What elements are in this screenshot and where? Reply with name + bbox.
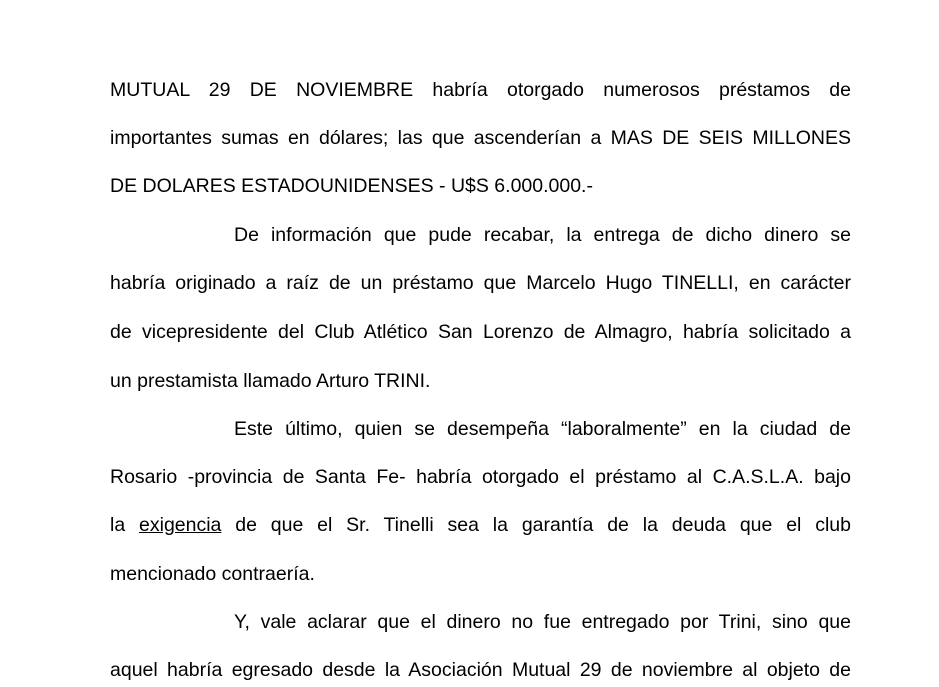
paragraph-4-line-2: aquel habría egresado desde la Asociación Mutual 29 de noviembre al objeto de xyxy=(110,659,851,681)
paragraph-1-line-1: MUTUAL 29 DE NOVIEMBRE habría otorgado numerosos préstamos de xyxy=(110,79,851,101)
paragraph-3-line-3-after: de que el Sr. Tinelli sea la garantía de la deuda que el club xyxy=(221,514,851,536)
paragraph-4-line-1: Y, vale aclarar que el dinero no fue entregado por Trini, sino que xyxy=(234,611,851,633)
underlined-word-exigencia: exigencia xyxy=(139,514,222,536)
paragraph-2-line-1: De información que pude recabar, la entrega de dicho dinero se xyxy=(234,224,851,246)
paragraph-3-line-3 xyxy=(110,513,851,537)
paragraph-3-line-3-before: la xyxy=(110,514,140,536)
paragraph-3-line-4: mencionado contraería. xyxy=(110,563,315,585)
paragraph-1-line-3: DE DOLARES ESTADOUNIDENSES - U$S 6.000.000.- xyxy=(110,175,593,197)
paragraph-2-line-2: habría originado a raíz de un préstamo que Marcelo Hugo TINELLI, en carácter xyxy=(110,272,851,294)
paragraph-2-line-4: un prestamista llamado Arturo TRINI. xyxy=(110,370,431,392)
paragraph-1-line-2: importantes sumas en dólares; las que ascenderían a MAS DE SEIS MILLONES xyxy=(110,127,851,149)
paragraph-2-line-3: de vicepresidente del Club Atlético San Lorenzo de Almagro, habría solicitado a xyxy=(110,321,851,343)
paragraph-3-line-2: Rosario -provincia de Santa Fe- habría otorgado el préstamo al C.A.S.L.A. bajo xyxy=(110,466,851,488)
paragraph-3-line-1: Este último, quien se desempeña “laboralmente” en la ciudad de xyxy=(234,418,851,440)
